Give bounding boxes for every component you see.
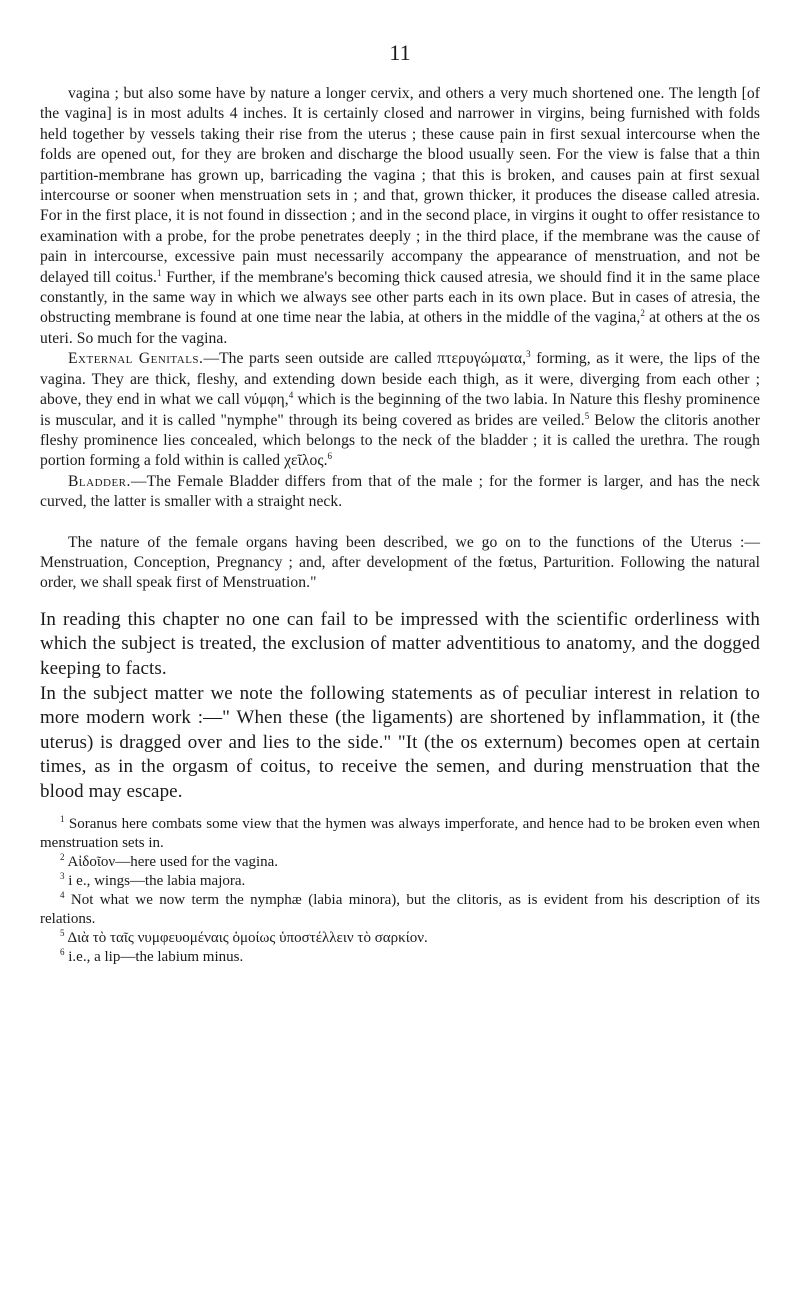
- page: [40, 40, 760, 967]
- main-paragraph: In the subject matter we note the following statements as of peculiar interest in relation to more modern work :—" When these (the ligaments) are shortened by inflammation, it (the uterus) is dragged over and lies to the side." "It (the os externum) becomes open at certain times, as in the orgasm of coitus, to receive the semen, and during menstruation that the blood may escape.: [40, 682, 760, 802]
- footnote: $^1$ Soranus here combats some view that the hymen was always imperforate, and hence had to be broken even when menstruation sets in.: [40, 813, 761, 851]
- footnote-ref: 3: [526, 349, 531, 360]
- quoted-paragraph-vagina: vagina ; but also some have by nature a longer cervix, and others a very much shortened one. The length [of the vagina] is in most adults 4 inches. It is certainly closed and narrower in virgins, being furnished with folds held together by vessels taking their rise from the uterus ; these cause pain in first sexual intercourse when the folds are opened out, for they are broken and discharge the blood usually seen. For the view is false that a thin partition-membrane has grown up, barricading the vagina ; that this is broken, and causes pain at first sexual intercourse or sooner when menstruation sets in ; and that, grown thicker, it produces the disease called atresia. For in the first place, it is not found in dissection ; and in the second place, in virgins it ought to offer resistance to examination with a probe, for the probe penetrates deeply ; in the third place, if the membrane was the cause of pain in intercourse, excessive pain must necessarily accompany the appearance of menstruation, and not be delayed till coitus.$^1$ Further, if the membrane's becoming thick caused atresia, we should find it in the same place constantly, in the same way in which we always see other parts each in its own place. But in cases of atresia, the obstructing membrane is found at one time near the labia, at others in the middle of the vagina,$^2$ at others at the os uteri. So much for the vagina.: [40, 85, 760, 347]
- footnote-ref: 1: [156, 267, 162, 278]
- page-number: 11: [389, 40, 411, 65]
- footnote-ref: 6: [327, 451, 333, 462]
- section-heading: Bladder.: [68, 472, 131, 490]
- footnote: $^6$ i.e., a lip—the labium minus.: [60, 946, 244, 965]
- quoted-paragraph-functions: The nature of the female organs having been described, we go on to the functions of the Uterus :—Menstruation, Conception, Pregnancy ; and, after development of the fœtus, Parturition. Following the natural order, we shall speak first of Menstruation.": [40, 533, 760, 592]
- footnote-ref: 4: [288, 389, 294, 400]
- main-text: [40, 608, 760, 805]
- footnote: $^2$ Αἰδοῖον—here used for the vagina.: [60, 851, 279, 870]
- quoted-paragraph-external-genitals: External Genitals.—The parts seen outside are called πτερυγώματα,$^3$ forming, as it were, the lips of the vagina. They are thick, fleshy, and extending down beside each thigh, as it were, diverging from each other ; above, they end in what we call νύμφη,$^4$ which is the beginning of the two labia. In Nature this fleshy prominence is muscular, and it is called "nymphe" through its being covered as brides are veiled.$^5$ Below the clitoris another fleshy prominence lies concealed, which belongs to the neck of the bladder ; it is called the urethra. The rough portion forming a fold within is called χεῖλος.$^6$: [40, 349, 761, 470]
- quoted-text: [40, 84, 760, 594]
- footnote: $^5$ Διὰ τὸ ταῖς νυμφευομέναις ὁμοίως ὑποστέλλειν τὸ σαρκίον.: [60, 927, 428, 946]
- footnotes: [40, 815, 760, 967]
- footnote: $^4$ Not what we now term the nymphæ (labia minora), but the clitoris, as is evident from his description of its relations.: [40, 889, 760, 927]
- footnote-ref: 2: [640, 308, 645, 319]
- footnote: $^3$ i e., wings—the labia majora.: [60, 870, 246, 889]
- main-paragraph: In reading this chapter no one can fail to be impressed with the scientific orderliness with which the subject is treated, the exclusion of matter adventitious to anatomy, and the dogged keeping to facts.: [40, 608, 760, 679]
- section-heading: External Genitals.: [68, 350, 204, 368]
- footnote-ref: 5: [584, 410, 590, 421]
- quoted-paragraph-bladder: Bladder.—The Female Bladder differs from that of the male ; for the former is larger, and has the neck curved, the latter is smaller with a straight neck.: [40, 472, 760, 511]
